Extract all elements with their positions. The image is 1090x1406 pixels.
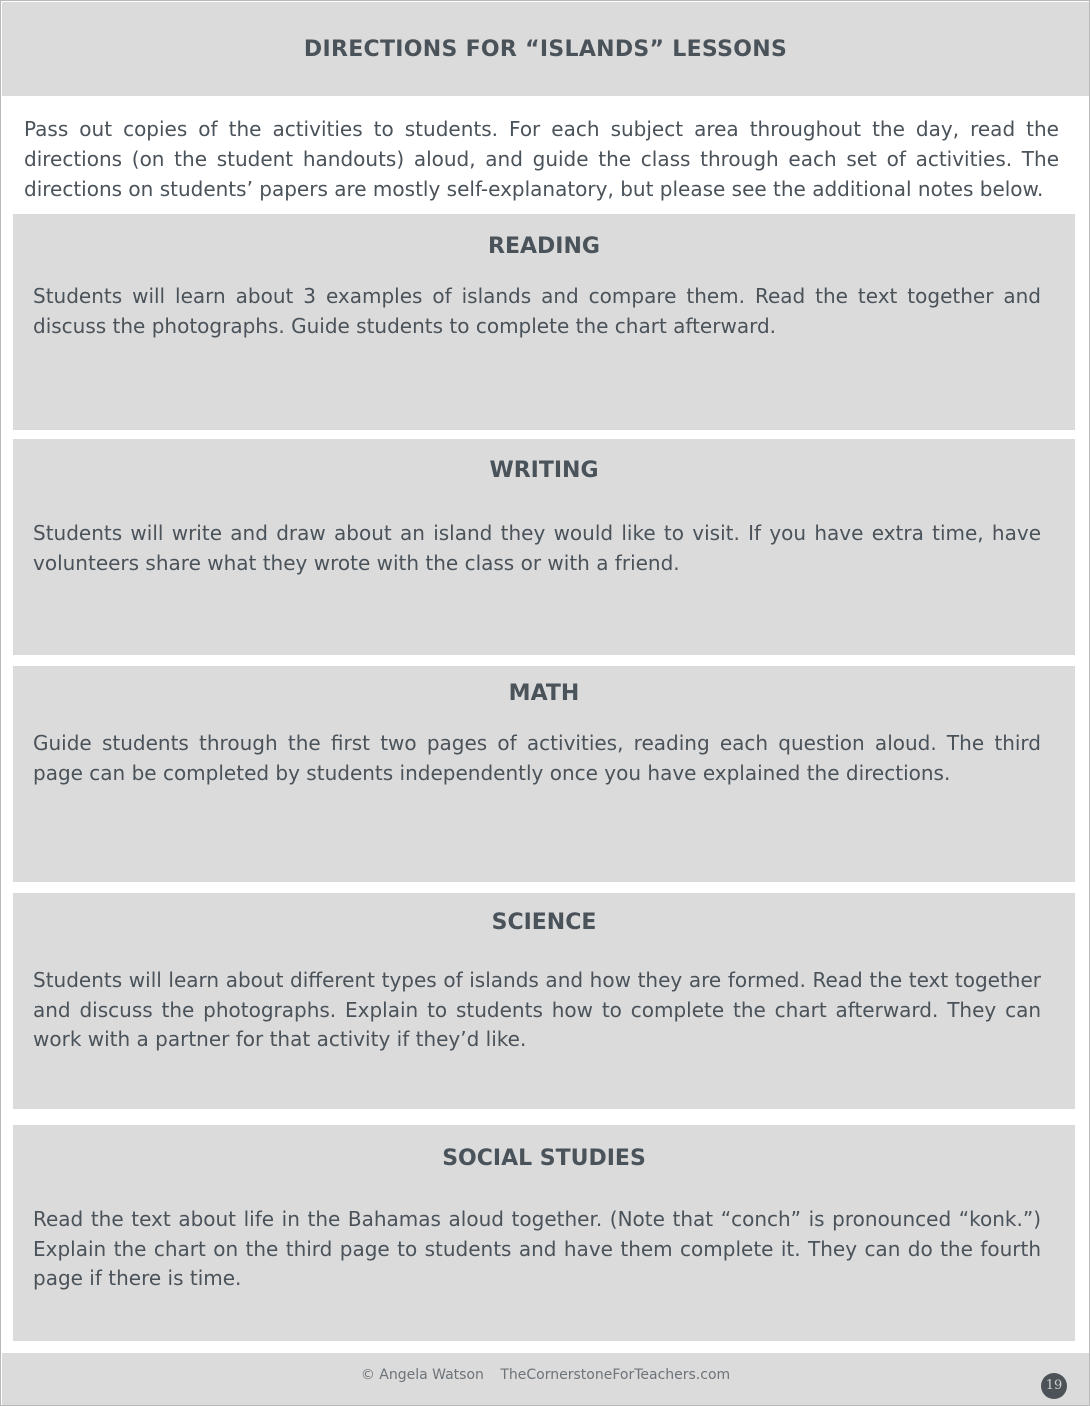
section-text: Guide students through the first two pages of activities, reading each question aloud. The third page can be completed by students independently once you have explained the directions. — [33, 731, 1041, 785]
section-heading: READING — [488, 234, 600, 259]
section-heading: SOCIAL STUDIES — [442, 1146, 646, 1171]
section-text: Read the text about life in the Bahamas aloud together. (Note that “conch” is pronounced “konk.”) Explain the chart on the third page to students and have them complete it. They can do the fourth page if there is time. — [33, 1207, 1041, 1290]
footer-credits — [2, 1367, 1089, 1383]
title-bar — [2, 2, 1089, 96]
section-social-studies — [13, 1125, 1075, 1341]
page-number-badge: 19 — [1041, 1373, 1067, 1399]
section-text: Students will learn about different types of islands and how they are formed. Read the text together and discuss the photographs. Explain to students how to complete the chart afterward. They can work with a partner for that activity if they’d like. — [33, 968, 1041, 1051]
section-heading: SCIENCE — [491, 910, 597, 935]
section-writing — [13, 439, 1075, 655]
page-title: DIRECTIONS FOR “ISLANDS” LESSONS — [303, 36, 788, 62]
footer — [2, 1353, 1089, 1405]
website-text: TheCornerstoneForTeachers.com — [500, 1367, 731, 1383]
intro-paragraph: Pass out copies of the activities to students. For each subject area throughout the day, read the directions (on the student handouts) aloud, and guide the class through each set of activities. The directions on students’ papers are mostly self-explanatory, but please see the additional notes below. — [24, 117, 1059, 201]
section-math — [13, 666, 1075, 882]
section-text: Students will write and draw about an island they would like to visit. If you have extra time, have volunteers share what they wrote with the class or with a friend. — [33, 521, 1041, 575]
copyright-text: © Angela Watson — [360, 1367, 484, 1383]
section-science — [13, 893, 1075, 1109]
section-text: Students will learn about 3 examples of islands and compare them. Read the text together and discuss the photographs. Guide students to complete the chart afterward. — [33, 284, 1041, 338]
section-reading — [13, 214, 1075, 430]
section-heading: MATH — [508, 681, 580, 706]
section-heading: WRITING — [489, 458, 599, 483]
